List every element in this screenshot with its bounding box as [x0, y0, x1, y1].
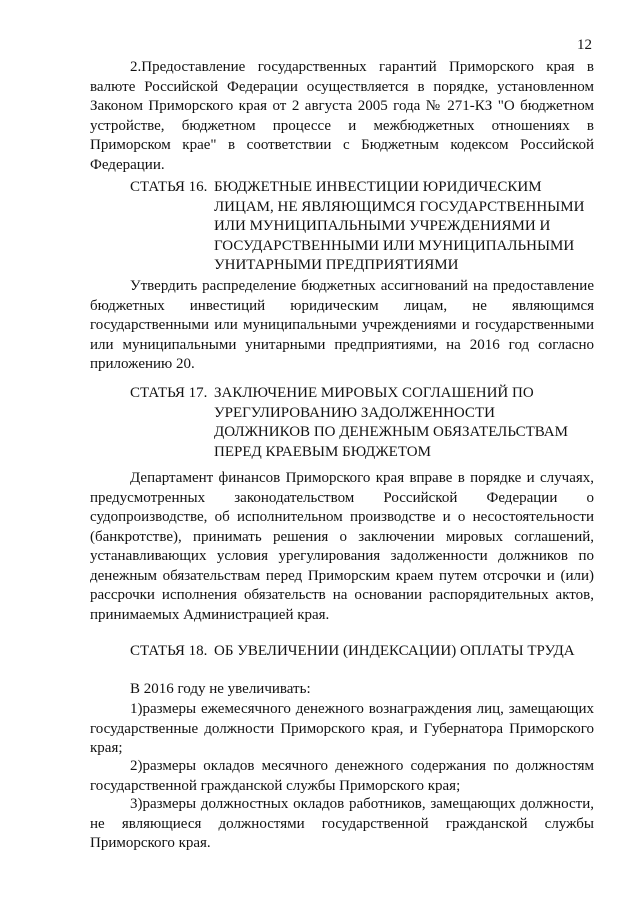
article-18-number: СТАТЬЯ 18. — [130, 643, 208, 659]
paragraph-state-guarantees: 2.Предоставление государственных гарантий Приморского края в валюте Российской Федерации осуществляется в порядке, установленном Законом Приморского края от 2 августа 2005 года № 271-КЗ "О бюджетном устройстве, бюджетном процессе и межбюджетных отношениях в Приморском крае" в соответствии с Бюджетным кодексом Российской Федерации. — [90, 59, 594, 173]
article-16-title: БЮДЖЕТНЫЕ ИНВЕСТИЦИИ ЮРИДИЧЕСКИМ ЛИЦАМ, НЕ ЯВЛЯЮЩИМСЯ ГОСУДАРСТВЕННЫМИ ИЛИ МУНИЦИПАЛЬНЫМИ УЧРЕЖДЕНИЯМИ И ГОСУДАРСТВЕННЫМИ ИЛИ МУНИЦИПАЛЬНЫМИ УНИТАРНЫМИ ПРЕДПРИЯТИЯМИ — [214, 179, 585, 273]
article-18-item-1: 1)размеры ежемесячного денежного вознаграждения лиц, замещающих государственные должности Приморского края, и Губернатора Приморского края; — [90, 701, 594, 756]
article-16-number: СТАТЬЯ 16. — [130, 179, 208, 195]
article-17-body: Департамент финансов Приморского края вправе в порядке и случаях, предусмотренных законодательством Российской Федерации о судопроизводстве, об исполнительном производстве и о несостоятельности (банкротстве), принимать решения о заключении мировых соглашений, устанавливающих условия урегулирования задолженности должников по денежным обязательствам перед Приморским краем путем отсрочки и (или) рассрочки исполнения обязательств на основании распорядительных актов, принимаемых Администрацией края. — [90, 470, 594, 623]
article-17-heading — [130, 384, 590, 462]
article-18-title: ОБ УВЕЛИЧЕНИИ (ИНДЕКСАЦИИ) ОПЛАТЫ ТРУДА — [214, 643, 575, 659]
article-18-item-2: 2)размеры окладов месячного денежного содержания по должностям государственной гражданской службы Приморского края; — [90, 758, 594, 794]
article-16-heading — [130, 178, 590, 276]
article-17-title: ЗАКЛЮЧЕНИЕ МИРОВЫХ СОГЛАШЕНИЙ ПО УРЕГУЛИРОВАНИЮ ЗАДОЛЖЕННОСТИ ДОЛЖНИКОВ ПО ДЕНЕЖНЫМ ОБЯЗАТЕЛЬСТВАМ ПЕРЕД КРАЕВЫМ БЮДЖЕТОМ — [214, 385, 568, 460]
article-18-intro: В 2016 году не увеличивать: — [130, 681, 311, 697]
article-18-item-3: 3)размеры должностных окладов работников, замещающих должности, не являющиеся должностями государственной гражданской службы Приморского края. — [90, 796, 594, 851]
article-16-body: Утвердить распределение бюджетных ассигнований на предоставление бюджетных инвестиций юридическим лицам, не являющимся государственными или муниципальными учреждениями и государственными или муниципальными унитарными предприятиями, на 2016 год согласно приложению 20. — [90, 278, 594, 372]
page-number: 12 — [577, 37, 592, 53]
article-17-number: СТАТЬЯ 17. — [130, 385, 208, 401]
article-18-heading — [130, 642, 614, 662]
